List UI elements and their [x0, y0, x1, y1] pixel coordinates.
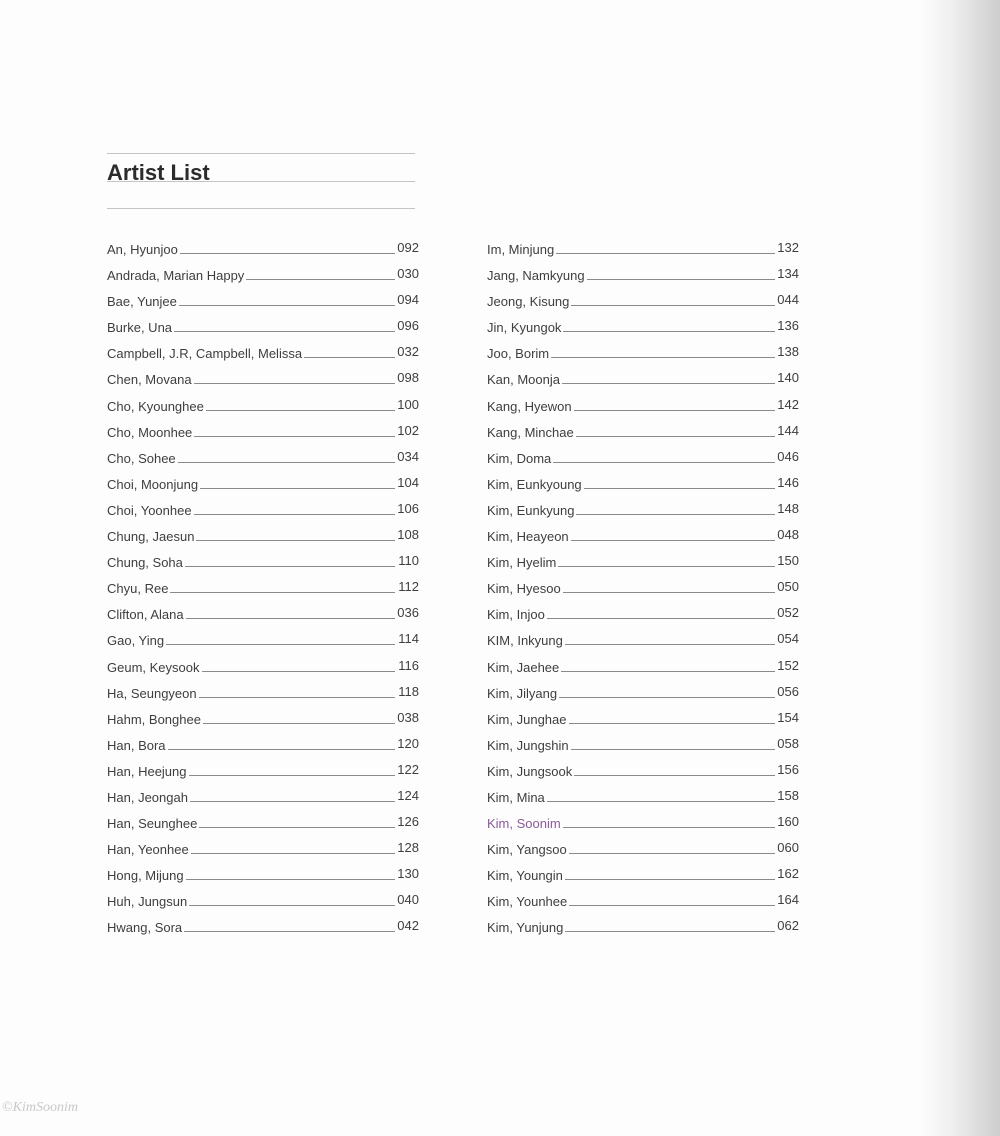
- list-item: [107, 368, 419, 394]
- artist-name: Han, Jeongah: [107, 788, 190, 808]
- page-number: 052: [777, 605, 799, 621]
- artist-name: Kim, Yangsoo: [487, 840, 569, 860]
- artist-name: Andrada, Marian Happy: [107, 266, 246, 286]
- artist-name: Bae, Yunjee: [107, 292, 179, 312]
- list-item: [107, 473, 419, 499]
- artist-name: Kim, Jaehee: [487, 658, 561, 678]
- artist-list-right-column: [487, 238, 799, 943]
- artist-name: Jin, Kyungok: [487, 318, 563, 338]
- artist-name: Chen, Movana: [107, 370, 194, 390]
- artist-name: Kim, Eunkyoung: [487, 475, 584, 495]
- artist-name: Clifton, Alana: [107, 605, 186, 625]
- page-number: 138: [777, 344, 799, 360]
- list-item: [107, 786, 419, 812]
- list-item: [107, 395, 419, 421]
- artist-name: Kim, Injoo: [487, 605, 547, 625]
- page-number: 104: [397, 474, 419, 490]
- artist-name: Kim, Mina: [487, 788, 547, 808]
- list-item: [487, 577, 799, 603]
- artist-name: Huh, Jungsun: [107, 892, 189, 912]
- page-number: 060: [777, 840, 799, 856]
- artist-name: Chung, Jaesun: [107, 527, 196, 547]
- page-number: 126: [397, 814, 419, 830]
- page-number: 056: [777, 683, 799, 699]
- page-number: 050: [777, 579, 799, 595]
- list-item: [487, 395, 799, 421]
- artist-name: Kan, Moonja: [487, 370, 562, 390]
- artist-name: Hong, Mijung: [107, 866, 186, 886]
- page-number: 110: [398, 553, 419, 569]
- list-item: [487, 499, 799, 525]
- artist-list-left-column: [107, 238, 419, 943]
- page-number: 036: [397, 605, 419, 621]
- page-number: 040: [397, 892, 419, 908]
- page-number: 054: [777, 631, 799, 647]
- page-number: 092: [397, 240, 419, 255]
- page-number: 124: [397, 787, 419, 803]
- title-rule-bottom: [107, 208, 415, 209]
- artist-name: Cho, Sohee: [107, 449, 178, 469]
- artist-name: Kim, Younhee: [487, 892, 569, 912]
- list-item: [107, 447, 419, 473]
- artist-name: Burke, Una: [107, 318, 174, 338]
- page-number: 118: [398, 683, 419, 699]
- list-item: [107, 916, 419, 942]
- page-number: 120: [397, 735, 419, 751]
- artist-name: Cho, Moonhee: [107, 423, 194, 443]
- page-number: 030: [397, 266, 419, 282]
- page-number: 046: [777, 448, 799, 464]
- page-number: 108: [397, 527, 419, 543]
- artist-name: Kang, Hyewon: [487, 397, 574, 417]
- page-number: 094: [397, 292, 419, 308]
- title-rule-top: [107, 153, 415, 154]
- artist-name: Hahm, Bonghee: [107, 710, 203, 730]
- artist-name: Kang, Minchae: [487, 423, 576, 443]
- page-number: 034: [397, 448, 419, 464]
- page-number: 122: [397, 761, 419, 777]
- list-item: [487, 264, 799, 290]
- page-number: 032: [397, 344, 419, 360]
- artist-name: Han, Seunghee: [107, 814, 199, 834]
- list-item: [107, 890, 419, 916]
- list-item: [487, 525, 799, 551]
- artist-name: Jang, Namkyung: [487, 266, 587, 286]
- page-number: 102: [397, 422, 419, 438]
- list-item: [107, 603, 419, 629]
- page-number: 100: [397, 396, 419, 412]
- page-number: 096: [397, 318, 419, 334]
- list-item: [487, 812, 799, 838]
- list-item: [487, 551, 799, 577]
- list-item: [487, 368, 799, 394]
- artist-name: Kim, Eunkyung: [487, 501, 576, 521]
- list-item: [487, 682, 799, 708]
- list-item: [107, 264, 419, 290]
- artist-name: Jeong, Kisung: [487, 292, 571, 312]
- list-item: [487, 290, 799, 316]
- list-item: [107, 238, 419, 264]
- list-item: [487, 316, 799, 342]
- artist-name: Chyu, Ree: [107, 579, 170, 599]
- list-item: [107, 421, 419, 447]
- artist-name: Cho, Kyounghee: [107, 397, 206, 417]
- artist-name: Kim, Jungshin: [487, 736, 571, 756]
- list-item: [487, 890, 799, 916]
- page-number: 112: [398, 579, 419, 595]
- page-number: 132: [777, 240, 799, 255]
- artist-name: Choi, Yoonhee: [107, 501, 194, 521]
- list-item: [487, 760, 799, 786]
- page-number: 116: [398, 657, 419, 673]
- page-number: 106: [397, 500, 419, 516]
- list-item: [487, 629, 799, 655]
- list-item: [107, 838, 419, 864]
- list-item: [487, 786, 799, 812]
- title-rule-middle: [107, 181, 415, 182]
- page-number: 144: [777, 422, 799, 438]
- page-number: 142: [777, 396, 799, 412]
- list-item: [487, 864, 799, 890]
- list-item: [107, 708, 419, 734]
- page-title: Artist List: [107, 160, 210, 185]
- artist-name: Geum, Keysook: [107, 658, 202, 678]
- page-number: 136: [777, 318, 799, 334]
- list-item: [107, 760, 419, 786]
- copyright-watermark: ©KimSoonim: [2, 1100, 78, 1115]
- list-item: [107, 525, 419, 551]
- list-item: [107, 656, 419, 682]
- page-number: 062: [777, 918, 799, 934]
- list-item: [107, 629, 419, 655]
- page-number: 130: [397, 866, 419, 882]
- page-number: 160: [777, 814, 799, 830]
- artist-name: Han, Bora: [107, 736, 168, 756]
- artist-name: Kim, Yunjung: [487, 918, 565, 938]
- page-number: 044: [777, 292, 799, 308]
- page-number: 148: [777, 500, 799, 516]
- list-item: [107, 682, 419, 708]
- list-item: [487, 238, 799, 264]
- list-item: [107, 290, 419, 316]
- artist-name: Han, Heejung: [107, 762, 189, 782]
- page-number: 058: [777, 735, 799, 751]
- page-number: 164: [777, 892, 799, 908]
- list-item: [107, 342, 419, 368]
- page-number: 128: [397, 840, 419, 856]
- artist-name: Im, Minjung: [487, 240, 556, 260]
- artist-name: Campbell, J.R, Campbell, Melissa: [107, 344, 304, 364]
- list-item: [487, 603, 799, 629]
- list-item: [487, 473, 799, 499]
- page-number: 162: [777, 866, 799, 882]
- page-number: 038: [397, 709, 419, 725]
- list-item: [487, 656, 799, 682]
- list-item: [487, 838, 799, 864]
- artist-name: Kim, Hyesoo: [487, 579, 563, 599]
- list-item: [107, 316, 419, 342]
- list-item: [107, 551, 419, 577]
- artist-name: Hwang, Sora: [107, 918, 184, 938]
- artist-name: Kim, Hyelim: [487, 553, 558, 573]
- list-item: [107, 734, 419, 760]
- page-number: 158: [777, 787, 799, 803]
- page-number: 042: [397, 918, 419, 934]
- artist-name: Ha, Seungyeon: [107, 684, 199, 704]
- artist-name: Kim, Youngin: [487, 866, 565, 886]
- artist-name: Kim, Junghae: [487, 710, 569, 730]
- artist-name: Kim, Heayeon: [487, 527, 571, 547]
- artist-name: KIM, Inkyung: [487, 631, 565, 651]
- list-item: [107, 577, 419, 603]
- page-number: 146: [777, 474, 799, 490]
- list-item: [487, 708, 799, 734]
- list-item: [487, 734, 799, 760]
- page-number: 150: [777, 553, 799, 569]
- list-item: [487, 916, 799, 942]
- artist-name: Kim, Jilyang: [487, 684, 559, 704]
- page-number: 098: [397, 370, 419, 386]
- artist-name: Joo, Borim: [487, 344, 551, 364]
- list-item: [487, 342, 799, 368]
- artist-name: Choi, Moonjung: [107, 475, 200, 495]
- artist-name: Kim, Soonim: [487, 814, 563, 834]
- page-number: 134: [777, 266, 799, 282]
- list-item: [107, 864, 419, 890]
- list-item: [487, 421, 799, 447]
- page-gutter-shadow: [920, 0, 1000, 1136]
- artist-name: Chung, Soha: [107, 553, 185, 573]
- artist-name: Kim, Doma: [487, 449, 553, 469]
- page-number: 140: [777, 370, 799, 386]
- artist-name: Kim, Jungsook: [487, 762, 574, 782]
- artist-name: An, Hyunjoo: [107, 240, 180, 260]
- page-number: 154: [777, 709, 799, 725]
- page-number: 114: [398, 631, 419, 647]
- list-item: [487, 447, 799, 473]
- page-number: 156: [777, 761, 799, 777]
- artist-name: Gao, Ying: [107, 631, 166, 651]
- artist-name: Han, Yeonhee: [107, 840, 191, 860]
- list-item: [107, 499, 419, 525]
- page-number: 048: [777, 527, 799, 543]
- page-number: 152: [777, 657, 799, 673]
- list-item: [107, 812, 419, 838]
